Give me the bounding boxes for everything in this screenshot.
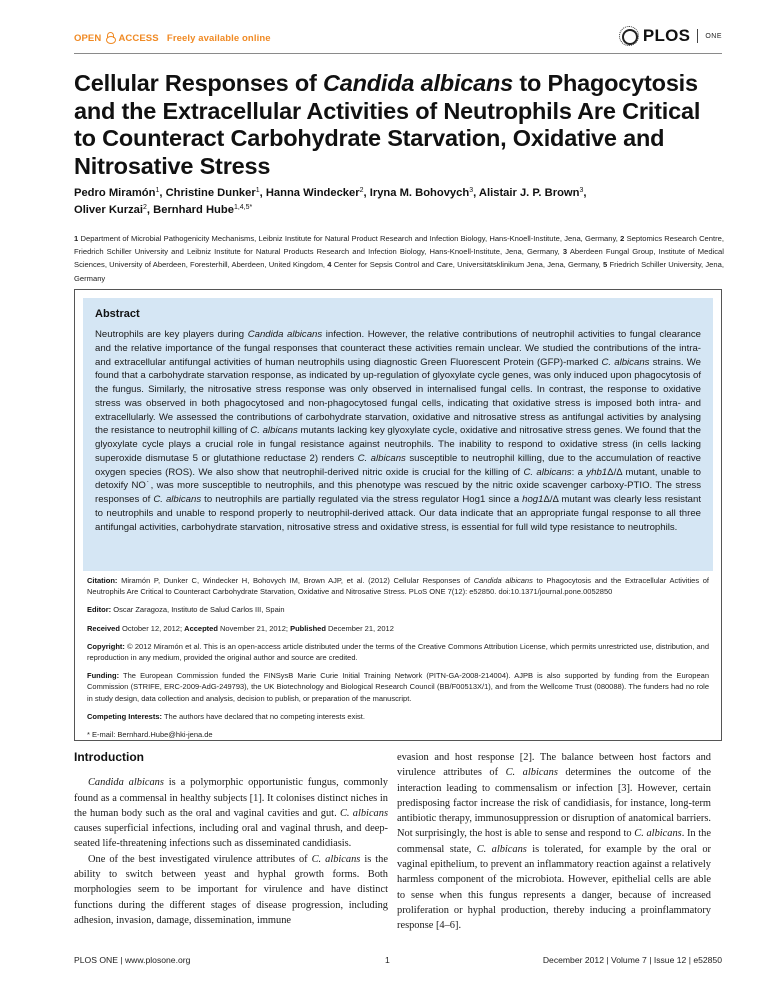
journal-logo — [619, 26, 722, 46]
author: Hanna Windecker$^2$ — [265, 187, 364, 199]
paragraph: Candida albicans is a polymorphic opportunistic fungus, commonly found as a commensal in healthy subjects [1]. It colonises distinct niches in the human body such as the oral and vaginal cavities and gut. C. albicans causes superficial infections, including oral and vaginal thrush, and deep-seated life-threatening infections such as disseminated candidiasis. — [74, 777, 388, 850]
paragraph: evasion and host response [2]. The balance between host factors and virulence attributes of C. albicans determines the outcome of the interaction leading to commensalism or infection [3]. However, certain predisposing factor increase the risk of candidiasis, for instance, long-term antibiotic therapy, immunosuppression or disruption of anatomical barriers. Not surprisingly, the host is able to sense and respond to C. albicans. In the commensal state, C. albicans is tolerated, for example by the oral or vaginal epithelium, to prevent an inflammatory reaction against a relatively harmless component of the microbiota. However, epithelial cells are able to sense when this fungus represents a danger, because of increased proliferation or hyphal production, thereby inducing a proinflammatory response [4–6]. — [397, 752, 711, 932]
open-access-badge — [74, 32, 271, 44]
page-number: 1 — [385, 955, 390, 965]
abstract-heading: Abstract — [95, 308, 140, 320]
species-name: Candida albicans — [322, 70, 514, 96]
author: Alistair J. P. Brown$^3$ — [478, 187, 584, 199]
author: Bernhard Hube$^{1,4,5*}$ — [153, 204, 253, 216]
copyright: Copyright: © 2012 Miramón et al. This is an open-access article distributed under the terms of the Creative Commons Attribution License, which permits unrestricted use, distribution, and reproduction in any medium, provided the original author and source are credited. — [87, 641, 709, 663]
plos-wordmark: PLOS — [642, 26, 691, 45]
corresponding-email[interactable]: * E-mail: Bernhard.Hube@hki-jena.de — [87, 730, 213, 740]
affiliations: 1 Department of Microbial Pathogenicity Mechanisms, Leibniz Institute for Natural Product Research and Infection Biology, Hans-Knoell-Institute, Jena, Germany, 2 Septomics Research Centre, Friedrich Schiller University and Leibniz Institute for Natural Products Research and Infection Biology, Hans-Knoell-Institute, Jena, Germany, 3 Aberdeen Fungal Group, Institute of Medical Sciences, University of Aberdeen, Foresterhill, Aberdeen, United Kingdom, 4 Center for Sepsis Control and Care, Universitätsklinikum Jena, Jena, Germany, 5 Friedrich Schiller University, Jena, Germany — [74, 234, 724, 283]
citation: Citation: Miramón P, Dunker C, Windecker H, Bohovych IM, Brown AJP, et al. (2012) Cellular Responses of Candida albicans to Phagocytosis and the Extracellular Activities of Neutrophils Are Critical to Counteract Carbohydrate Starvation, Oxidative and Nitrosative Stress. PLoS ONE 7(12): e52850. doi:10.1371/journal.pone.0052850 — [87, 576, 709, 597]
body-column-left — [74, 750, 388, 928]
author: Christine Dunker$^1$ — [165, 187, 260, 199]
footer-issue: December 2012 | Volume 7 | Issue 12 | e52850 — [542, 955, 722, 965]
body-column-right — [397, 750, 711, 934]
article-info-box — [74, 289, 722, 741]
section-heading: Introduction — [74, 750, 144, 764]
availability-label: Freely available online — [166, 33, 271, 44]
dates: Received October 12, 2012; Accepted November 21, 2012; Published December 21, 2012 — [87, 623, 394, 633]
author-list: Pedro Miramón$^1$, Christine Dunker$^1$, Hanna Windecker$^2$, Iryna M. Bohovych$^3$, Alistair J. P. Brown$^3$, Oliver Kurzai$^2$, Bernhard Hube$^{1,4,5*}$ — [74, 187, 587, 216]
funding: Funding: The European Commission funded the FINSysB Marie Curie Initial Training Network (PITN-GA-2008-214004). AJPB is also supported by funding from the European Commission (STRIFE, ERC-2009-AdG-249793), the UK Biotechnology and Biological Research Council (BB/F00513X/1), and from the Wellcome Trust (080088). The funders had no role in study design, data collection and analysis, decision to publish, or preparation of the manuscript. — [87, 671, 709, 703]
page-header — [74, 28, 722, 54]
logo-divider — [697, 29, 698, 43]
competing-interests: Competing Interests: The authors have declared that no competing interests exist. — [87, 711, 365, 721]
access-label: ACCESS — [118, 33, 159, 44]
author: Pedro Miramón$^1$ — [74, 187, 160, 199]
article-title: Cellular Responses of Candida albicans to Phagocytosis and the Extracellular Activities of Neutrophils Are Critical to Counteract Carbohydrate Starvation, Oxidative and Nitrosative Stress — [74, 70, 701, 179]
article-metadata — [87, 575, 709, 747]
author: Iryna M. Bohovych$^3$ — [369, 187, 474, 199]
open-access-lock-icon — [106, 32, 114, 42]
author: Oliver Kurzai$^2$ — [74, 204, 147, 216]
doi-link[interactable]: to Phagocytosis and the Extracellular Activities of Neutrophils Are Critical to Counteract Carbohydrate Starvation, Oxidative and Nitrosative Stress. PLoS ONE 7(12): e52850. doi:10.1371/journal.pone.0052850 — [87, 576, 709, 597]
editor: Editor: Oscar Zaragoza, Instituto de Salud Carlos III, Spain — [87, 605, 285, 615]
plos-logo-icon — [619, 26, 639, 46]
open-label: OPEN — [74, 33, 102, 44]
paragraph: One of the best investigated virulence attributes of C. albicans is the ability to switch between yeast and hyphal growth forms. Both morphologies seem to be important for virulence and have distinct functions during the different stages of disease progression, including adhesion, invasion, damage, dissemination, immune — [74, 853, 388, 926]
journal-subtitle: ONE — [705, 32, 722, 40]
footer-journal: PLOS ONE | www.plosone.org — [74, 955, 191, 965]
abstract-text: Neutrophils are key players during Candida albicans infection. However, the relative contributions of neutrophil activities to fungal clearance and the relative importance of the fungal responses that counteract these activities remain unclear. We studied the contributions of the intra- and extracellular antifungal activities of human neutrophils using diagnostic Green Fluorescent Protein (GFP)-marked C. albicans strains. We found that a carbohydrate starvation response, as indicated by up-regulation of glyoxylate cycle genes, was only induced upon phagocytosis of the fungus. Similarly, the nitrosative stress response was only observed in internalised fungal cells. In contrast, the response to oxidative stress was observed in both phagocytosed and non-phagocytosed fungal cells, indicating that oxidative stress is imposed both intra- and extracellularly. We assessed the contributions of carbohydrate starvation, oxidative and nitrosative stress as antifungal activities by analysing the resistance to neutrophil killing of C. albicans mutants lacking key glyoxylate cycle, oxidative and nitrosative stress genes. We found that the glyoxylate cycle plays a crucial role in fungal resistance against neutrophils. The inability to respond to oxidative stress (in cells lacking superoxide dismutase 5 or glutathione reductase 2) renders C. albicans susceptible to neutrophil killing, due to the accumulation of reactive oxygen species (ROS). We also show that neutrophil-derived nitric oxide is crucial for the killing of C. albicans: a yhb1Δ/Δ mutant, unable to detoxify NO˙, was more susceptible to neutrophils, and this phenotype was rescued by the nitric oxide scavenger carboxy-PTIO. The stress responses of C. albicans to neutrophils are partially regulated via the stress regulator Hog1 since a hog1Δ/Δ mutant was clearly less resistant to neutrophils and unable to respond properly to neutrophil-derived attack. Our data indicate that an appropriate fungal response to all three antifungal activities, carbohydrate starvation, nitrosative stress and oxidative stress, is essential for full wild type resistance to neutrophils. — [95, 329, 702, 533]
abstract-panel — [83, 298, 713, 571]
